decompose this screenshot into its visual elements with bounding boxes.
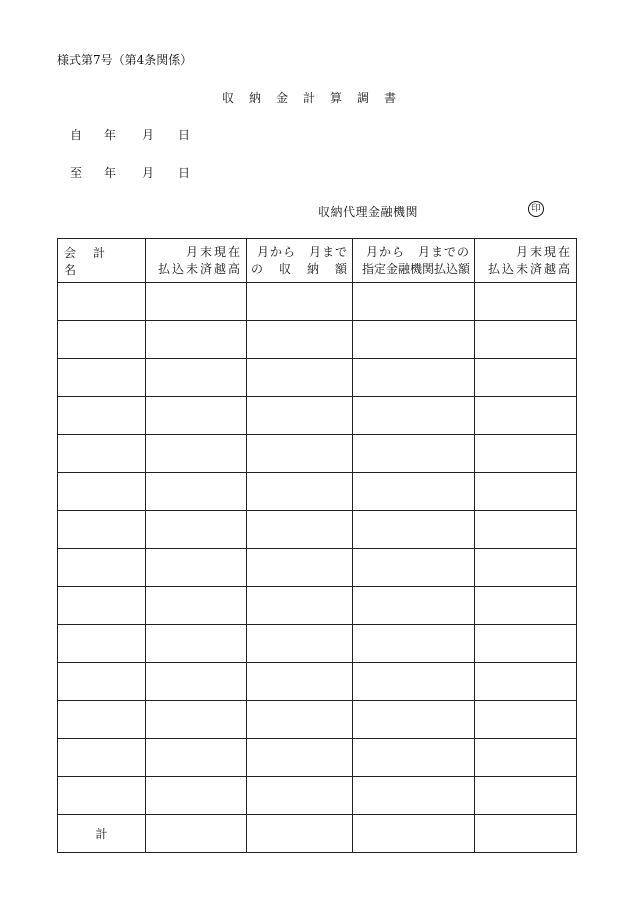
from-day-label: 日 <box>178 128 191 142</box>
table-row <box>58 473 577 511</box>
payments-cell[interactable] <box>353 283 475 321</box>
opening-balance-cell[interactable] <box>146 511 247 549</box>
table-row <box>58 359 577 397</box>
receipts-cell[interactable] <box>247 511 353 549</box>
table-row <box>58 397 577 435</box>
closing-balance-cell[interactable] <box>475 397 577 435</box>
receipts-cell[interactable] <box>247 473 353 511</box>
closing-balance-cell[interactable] <box>475 359 577 397</box>
receipts-cell[interactable] <box>247 549 353 587</box>
period-from-row <box>70 128 190 142</box>
table-row <box>58 321 577 359</box>
header-receipts-line1: 月から 月まで <box>256 244 348 259</box>
from-label: 自 <box>70 128 83 142</box>
payments-cell[interactable] <box>353 321 475 359</box>
header-payments-line1: 月から 月までの <box>365 244 470 259</box>
total-payments-cell[interactable] <box>353 815 475 853</box>
table-row <box>58 511 577 549</box>
account-name-cell[interactable] <box>58 739 146 777</box>
receipts-cell[interactable] <box>247 777 353 815</box>
opening-balance-cell[interactable] <box>146 473 247 511</box>
opening-balance-cell[interactable] <box>146 435 247 473</box>
header-opening-balance <box>146 239 247 283</box>
receipts-cell[interactable] <box>247 739 353 777</box>
closing-balance-cell[interactable] <box>475 663 577 701</box>
closing-balance-cell[interactable] <box>475 739 577 777</box>
opening-balance-cell[interactable] <box>146 701 247 739</box>
closing-balance-cell[interactable] <box>475 435 577 473</box>
receipts-cell[interactable] <box>247 283 353 321</box>
opening-balance-cell[interactable] <box>146 739 247 777</box>
from-year-label: 年 <box>104 128 117 142</box>
to-year-label: 年 <box>104 166 117 180</box>
account-name-cell[interactable] <box>58 473 146 511</box>
table-row <box>58 283 577 321</box>
opening-balance-cell[interactable] <box>146 625 247 663</box>
receipts-cell[interactable] <box>247 587 353 625</box>
table-row <box>58 625 577 663</box>
header-closing-balance <box>475 239 577 283</box>
payments-cell[interactable] <box>353 397 475 435</box>
seal-mark: 印 <box>528 201 544 217</box>
header-receipts-line2 <box>251 261 348 278</box>
receipts-cell[interactable] <box>247 359 353 397</box>
payments-cell[interactable] <box>353 473 475 511</box>
payments-cell[interactable] <box>353 359 475 397</box>
opening-balance-cell[interactable] <box>146 587 247 625</box>
header-receipts-char-c: 納 <box>307 261 320 276</box>
table-row <box>58 435 577 473</box>
opening-balance-cell[interactable] <box>146 549 247 587</box>
receipts-cell[interactable] <box>247 663 353 701</box>
total-label: 計 <box>58 815 146 853</box>
account-name-cell[interactable] <box>58 777 146 815</box>
header-account-name: 会計名 <box>58 239 146 283</box>
account-name-cell[interactable] <box>58 587 146 625</box>
account-name-cell[interactable] <box>58 511 146 549</box>
payments-cell[interactable] <box>353 777 475 815</box>
to-label: 至 <box>70 166 83 180</box>
to-month-label: 月 <box>142 166 155 180</box>
table-row <box>58 663 577 701</box>
opening-balance-cell[interactable] <box>146 777 247 815</box>
account-name-cell[interactable] <box>58 283 146 321</box>
document-title: 収納金計算調書 <box>222 91 412 105</box>
receipts-cell[interactable] <box>247 435 353 473</box>
payments-cell[interactable] <box>353 663 475 701</box>
header-payments-line2: 指定金融機関払込額 <box>361 261 470 276</box>
table-header-row <box>58 239 577 283</box>
table-row <box>58 549 577 587</box>
header-receipts <box>247 239 353 283</box>
period-to-row <box>70 166 190 180</box>
payments-cell[interactable] <box>353 511 475 549</box>
closing-balance-cell[interactable] <box>475 701 577 739</box>
table-row <box>58 777 577 815</box>
header-receipts-char-a: の <box>251 261 264 276</box>
opening-balance-cell[interactable] <box>146 663 247 701</box>
account-name-cell[interactable] <box>58 359 146 397</box>
total-row <box>58 815 577 853</box>
opening-balance-cell[interactable] <box>146 397 247 435</box>
account-name-cell[interactable] <box>58 663 146 701</box>
account-name-cell[interactable] <box>58 625 146 663</box>
payments-cell[interactable] <box>353 587 475 625</box>
header-opening-balance-line1: 月末現在 <box>185 244 242 259</box>
closing-balance-cell[interactable] <box>475 549 577 587</box>
header-payments-to-bank <box>353 239 475 283</box>
total-receipts-cell[interactable] <box>247 815 353 853</box>
opening-balance-cell[interactable] <box>146 359 247 397</box>
opening-balance-cell[interactable] <box>146 321 247 359</box>
closing-balance-cell[interactable] <box>475 283 577 321</box>
header-opening-balance-line2: 払込未済越高 <box>157 261 242 276</box>
account-name-cell[interactable] <box>58 549 146 587</box>
total-opening-cell[interactable] <box>146 815 247 853</box>
to-day-label: 日 <box>178 166 191 180</box>
header-closing-balance-line1: 月末現在 <box>515 244 572 259</box>
receipts-cell[interactable] <box>247 701 353 739</box>
header-closing-balance-line2: 払込未済越高 <box>487 261 572 276</box>
account-name-cell[interactable] <box>58 321 146 359</box>
header-receipts-char-b: 収 <box>279 261 292 276</box>
payments-cell[interactable] <box>353 549 475 587</box>
report-table <box>57 238 577 853</box>
closing-balance-cell[interactable] <box>475 625 577 663</box>
form-number: 様式第7号（第4条関係） <box>57 53 193 67</box>
account-name-cell[interactable] <box>58 397 146 435</box>
receipts-cell[interactable] <box>247 625 353 663</box>
header-receipts-char-d: 額 <box>335 261 348 276</box>
payments-cell[interactable] <box>353 625 475 663</box>
table-row <box>58 701 577 739</box>
opening-balance-cell[interactable] <box>146 283 247 321</box>
closing-balance-cell[interactable] <box>475 321 577 359</box>
receipts-cell[interactable] <box>247 321 353 359</box>
account-name-cell[interactable] <box>58 435 146 473</box>
receipts-cell[interactable] <box>247 397 353 435</box>
closing-balance-cell[interactable] <box>475 473 577 511</box>
from-month-label: 月 <box>142 128 155 142</box>
payments-cell[interactable] <box>353 739 475 777</box>
closing-balance-cell[interactable] <box>475 511 577 549</box>
closing-balance-cell[interactable] <box>475 777 577 815</box>
total-closing-cell[interactable] <box>475 815 577 853</box>
payments-cell[interactable] <box>353 435 475 473</box>
agency-label: 収納代理金融機関 <box>318 205 419 219</box>
table-body <box>58 283 577 853</box>
payments-cell[interactable] <box>353 701 475 739</box>
closing-balance-cell[interactable] <box>475 587 577 625</box>
table-row <box>58 739 577 777</box>
account-name-cell[interactable] <box>58 701 146 739</box>
table-row <box>58 587 577 625</box>
